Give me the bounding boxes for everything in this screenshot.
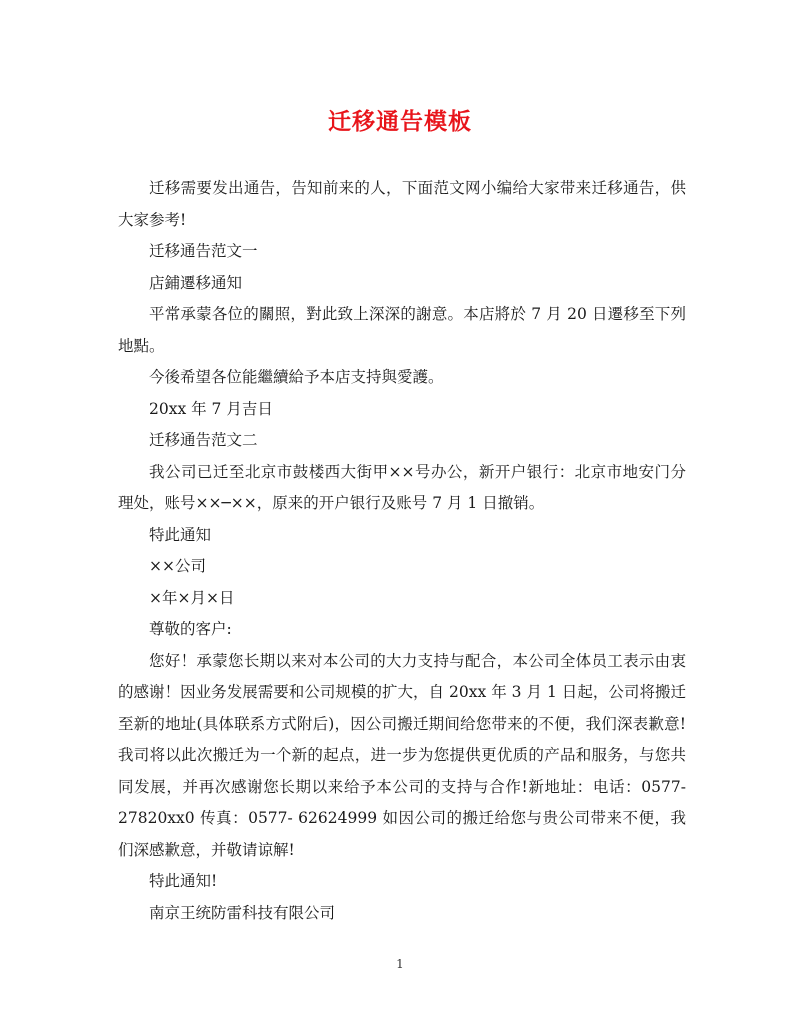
notice-date: ×年×月×日 (149, 588, 235, 607)
notice-date: 20xx 年 7 月吉日 (149, 399, 273, 418)
letter-body-paragraph: 您好！承蒙您长期以来对本公司的大力支持与配合，本公司全体员工表示由衷的感谢！因业务发展需要和公司规模的扩大，自 20xx 年 3 月 1 日起，公司将搬迁至新的地址(具体联系方式附后)，因公司搬迁期间给您带来的不便，我们深表歉意!我司将以此次搬迁为一个新的起点，进一步为您提供更优质的产品和服务，与您共同发展，并再次感谢您长期以来给予本公司的支持与合作!新地址：电话：0577- 27820xx0 传真：0577- 62624999 如因公司的搬迁给您与贵公司带来不便，我们深感歉意，并敬请谅解! (118, 651, 686, 859)
salutation: 尊敬的客户: (149, 620, 232, 638)
document-body (118, 173, 686, 929)
document-title: 迁移通告模板 (328, 108, 472, 135)
company-signature: ××公司 (149, 557, 206, 575)
section-heading-sample-two: 迁移通告范文二 (149, 431, 258, 449)
notice-paragraph: 平常承蒙各位的關照，對此致上深深的謝意。本店將於 7 月 20 日遷移至下列地點。 (118, 305, 686, 355)
notice-title: 店鋪遷移通知 (149, 273, 243, 292)
company-signature: 南京王统防雷科技有限公司 (149, 903, 336, 922)
page-number: 1 (396, 957, 404, 971)
intro-paragraph: 迁移需要发出通告，告知前来的人，下面范文网小编给大家带来迁移通告，供大家参考! (118, 179, 686, 229)
notice-paragraph: 今後希望各位能繼續給予本店支持與愛護。 (149, 368, 444, 386)
notice-paragraph: 我公司已迁至北京市鼓楼西大街甲××号办公，新开户银行：北京市地安门分理处，账号××─××，原来的开户银行及账号 7 月 1 日撤销。 (118, 462, 686, 512)
notice-closing: 特此通知 (149, 525, 212, 544)
notice-closing: 特此通知! (149, 872, 218, 890)
section-heading-sample-one: 迁移通告范文一 (149, 242, 258, 260)
